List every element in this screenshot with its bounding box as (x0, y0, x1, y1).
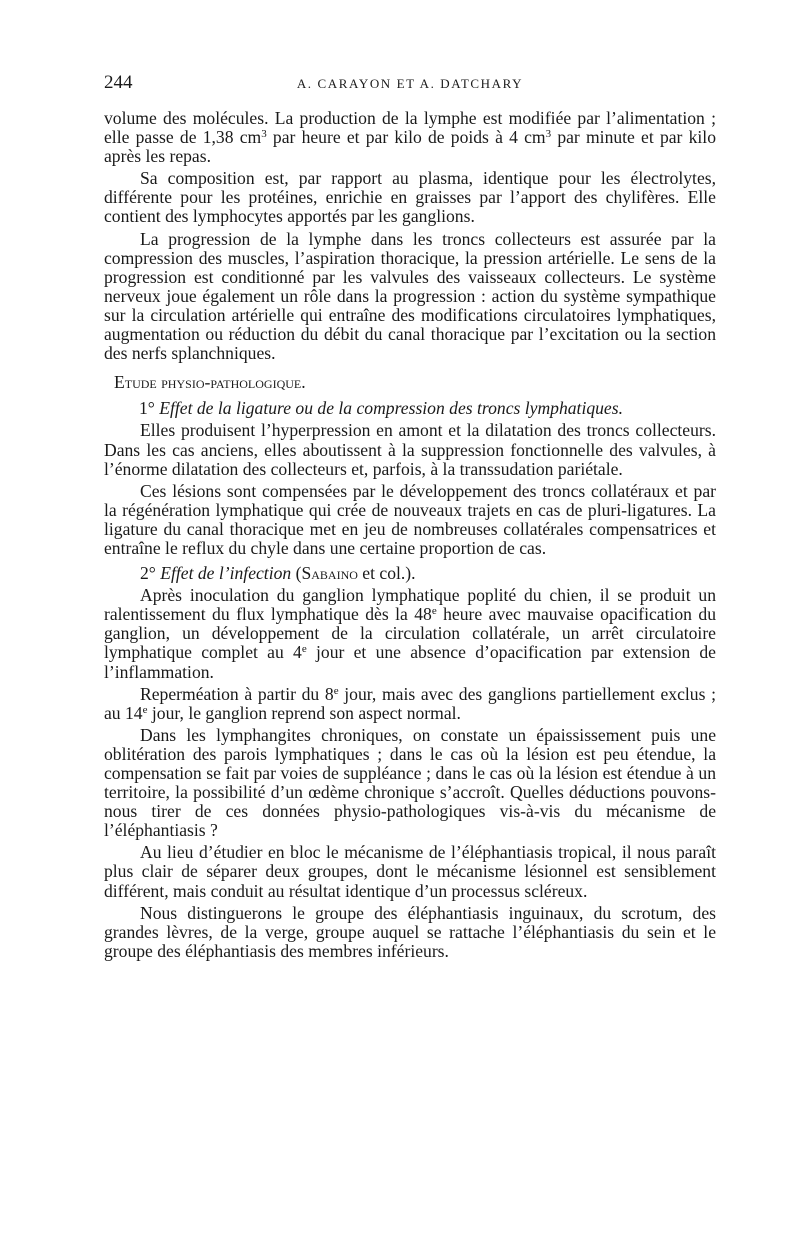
subsection-heading-1 (104, 399, 716, 418)
superscript: 3 (261, 128, 267, 141)
subsection-number: 1° (139, 398, 155, 419)
paragraph: Au lieu d’étudier en bloc le mécanisme de l’éléphantiasis tropical, il nous paraît plus clair de séparer deux groupes, dont le mécanisme lésionnel est sensiblement différent, mais conduit au résultat identique d’un processus scléreux. (104, 842, 716, 901)
paragraph (104, 685, 716, 723)
text-run: ( (291, 563, 302, 584)
paragraph: La progression de la lymphe dans les troncs collecteurs est assurée par la compression des muscles, l’aspiration thoracique, la pression artérielle. Le sens de la progression est conditionné par les valvules des vaisseaux collecteurs. Le système nerveux joue également un rôle dans la progression : action du système sympathique sur la circulation artérielle qui entraîne des modifications circulatoires lymphatiques, augmentation ou réduction du débit du canal thoracique par l’excitation ou la section des nerfs splanchniques. (104, 228, 716, 364)
paragraph-continued (104, 109, 716, 166)
text-run: et col.). (357, 563, 416, 584)
paragraph: Dans les lymphangites chroniques, on constate un épaississement puis une oblitération des parois lymphatiques ; dans le cas où la lésion est peu étendue, la compensation se fait par voies de suppléance ; dans le cas où la lésion est étendue à un territoire, la possibilité d’un œdème chronique s’accroît. Quelles déductions pouvons-nous tirer de ces données physio-pathologiques vis-à-vis du mécanisme de l’éléphantiasis ? (104, 724, 716, 841)
paragraph: Elles produisent l’hyperpression en amont et la dilatation des troncs collecteurs. Dans les cas anciens, elles aboutissent à la suppression fonctionnelle des valvules, à l’énorme dilatation des collecteurs et, parfois, à la transsudation pariétale. (104, 420, 716, 479)
text-run: jour, le ganglion reprend son aspect normal. (147, 702, 461, 723)
article-body (104, 109, 716, 964)
page-header (104, 72, 716, 98)
superscript: 3 (545, 128, 552, 141)
superscript: e (431, 605, 437, 618)
author-name: Sabaino (301, 563, 358, 584)
paragraph (104, 586, 716, 681)
text-run: Reperméation à partir du 8 (140, 683, 334, 704)
subsection-title: Effet de la ligature ou de la compression des troncs lymphatiques. (159, 398, 623, 419)
section-heading: Etude physio-pathologique. (114, 372, 306, 393)
subsection-heading-2 (104, 564, 716, 583)
subsection-title: Effet de l’infection (160, 563, 292, 584)
paragraph: Sa composition est, par rapport au plasma, identique pour les électrolytes, différente pour les protéines, enrichie en graisses par l’apport des chylifères. Elle contient des lymphocytes apportés par les ganglions. (104, 168, 716, 227)
paragraph: Nous distinguerons le groupe des éléphantiasis inguinaux, du scrotum, des grandes lèvres, de la verge, groupe auquel se rattache l’éléphantiasis du sein et le groupe des éléphantiasis des membres inférieurs. (104, 902, 716, 961)
text-run: Après inoculation du ganglion lymphatique poplité du chien, il se produit un ralentissement du flux lymphatique dès la 48 (104, 585, 716, 625)
text-run: jour, mais avec des ganglions partiellement exclus ; au 14 (104, 683, 716, 723)
paragraph: Ces lésions sont compensées par le développement des troncs collatéraux et par la régénération lymphatique qui crée de nouveaux trajets en cas de pluri-ligatures. La ligature du canal thoracique met en jeu de nombreuses collatérales compensatrices et entraîne le reflux du chyle dans une certaine proportion de cas. (104, 480, 716, 558)
text-run: volume des molécules. La production de la lymphe est modifiée par l’alimentation ; elle passe de 1,38 cm (104, 108, 716, 148)
text-run: heure avec mauvaise opacification du ganglion, un développement de la circulation collatérale, un arrêt circulatoire lymphatique complet au 4 (104, 604, 717, 663)
superscript: e (333, 684, 339, 697)
subsection-number: 2° (140, 563, 156, 584)
superscript: e (142, 703, 148, 716)
text-run: par heure et par kilo de poids à 4 cm (266, 127, 546, 148)
text-run: par minute et par kilo après les repas. (104, 127, 716, 167)
text-run: jour et une absence d’opacification par extension de l’inflammation. (104, 642, 716, 682)
superscript: e (301, 643, 307, 656)
running-head: A. CARAYON ET A. DATCHARY (296, 76, 524, 91)
page-number: 244 (104, 72, 133, 93)
